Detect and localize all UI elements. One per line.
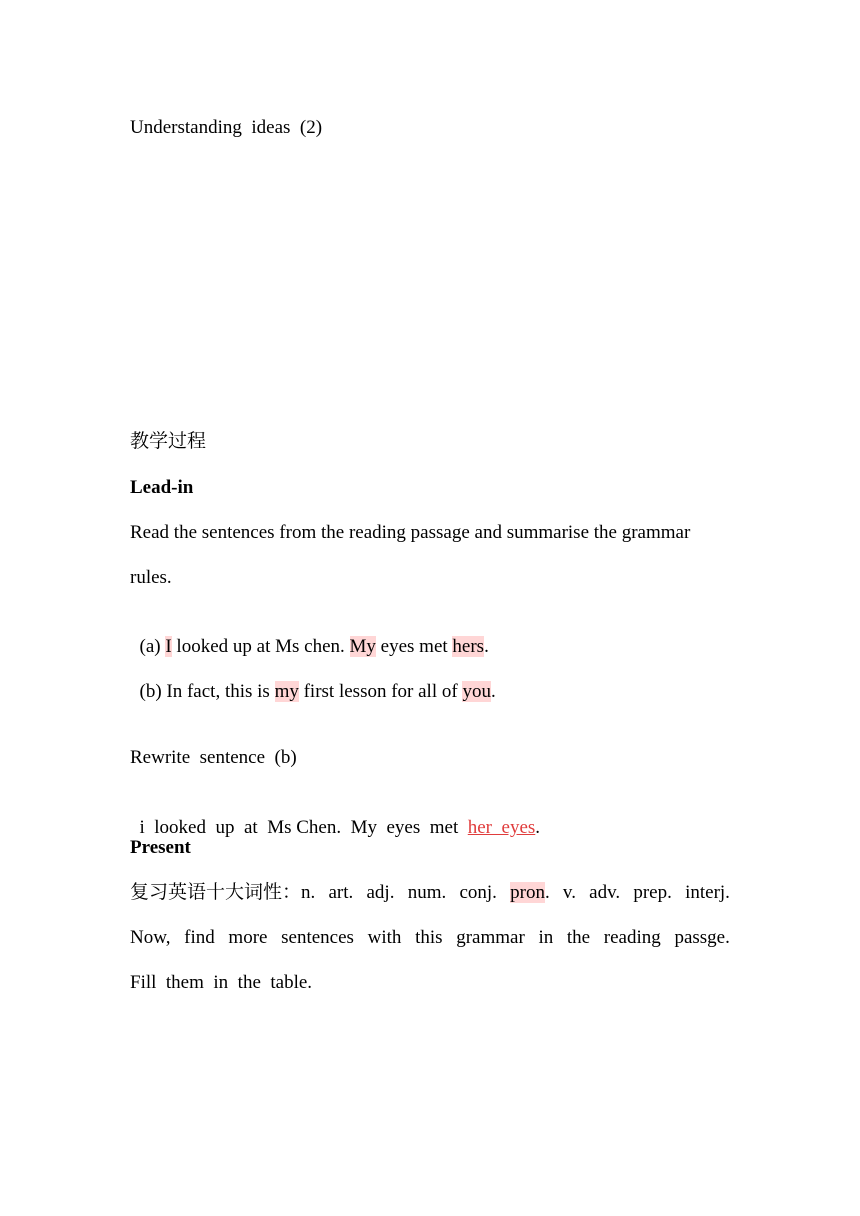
pos-item: interj. (685, 882, 730, 903)
highlighted-pronoun: My (349, 636, 376, 657)
pos-word (130, 881, 315, 905)
instruction-word: more (228, 927, 268, 948)
rewrite-sentence (130, 792, 540, 840)
pos-word (510, 881, 550, 905)
pos-item: n. (301, 882, 316, 903)
instruction-line (130, 926, 730, 950)
section-heading: 教学过程 (130, 431, 207, 452)
pos-highlighted: pron (510, 882, 545, 903)
rewrite-answer: her eyes (467, 817, 536, 838)
instruction-word: Now, (130, 927, 171, 948)
rewrite-sentence-end: . (535, 817, 541, 838)
instruction-word: passge. (674, 927, 730, 948)
pos-item: adj. (366, 882, 395, 903)
sentence-b-prefix: (b) In fact, this is (139, 681, 275, 702)
sentence-a-text: looked up at Ms chen. (171, 636, 350, 657)
pos-item: conj. (459, 882, 497, 903)
pos-highlight-suffix: . (544, 882, 550, 903)
sentence-a-text: eyes met (375, 636, 453, 657)
highlighted-pronoun: my (274, 681, 299, 702)
highlighted-pronoun: I (165, 636, 172, 657)
instruction-word: grammar (456, 927, 525, 948)
rewrite-heading: Rewrite sentence (b) (130, 747, 297, 768)
sentence-b-text: first lesson for all of (298, 681, 463, 702)
lead-in-instruction-line2: rules. (130, 567, 172, 588)
pos-item: prep. (633, 882, 672, 903)
lead-in-heading: Lead-in (130, 477, 194, 498)
instruction-word: with (367, 927, 402, 948)
sentence-a-prefix: (a) (139, 636, 166, 657)
sentence-a (130, 611, 489, 659)
parts-of-speech-line (130, 881, 730, 905)
lead-in-instruction-line1: Read the sentences from the reading passage and summarise the grammar (130, 522, 691, 543)
instruction-word: reading (603, 927, 661, 948)
sentence-a-text: . (484, 636, 489, 657)
pos-item: art. (328, 882, 354, 903)
pos-prefix: 复习英语十大词性： (130, 882, 302, 903)
pos-item: v. (562, 882, 576, 903)
sentence-b (130, 656, 496, 704)
instruction-word: in (538, 927, 554, 948)
instruction-word: sentences (281, 927, 354, 948)
sentence-b-text: . (490, 681, 496, 702)
highlighted-pronoun: you (462, 681, 491, 702)
instruction-word: find (184, 927, 215, 948)
instruction-word: this (415, 927, 443, 948)
instruction-word: the (566, 927, 591, 948)
pos-item: num. (407, 882, 447, 903)
rewrite-sentence-text: i looked up at Ms Chen. My eyes met (139, 817, 468, 838)
document-title: Understanding ideas (2) (130, 117, 323, 138)
fill-instruction: Fill them in the table. (130, 972, 313, 993)
pos-item: adv. (589, 882, 621, 903)
highlighted-pronoun: hers (452, 636, 485, 657)
present-heading: Present (130, 837, 191, 858)
